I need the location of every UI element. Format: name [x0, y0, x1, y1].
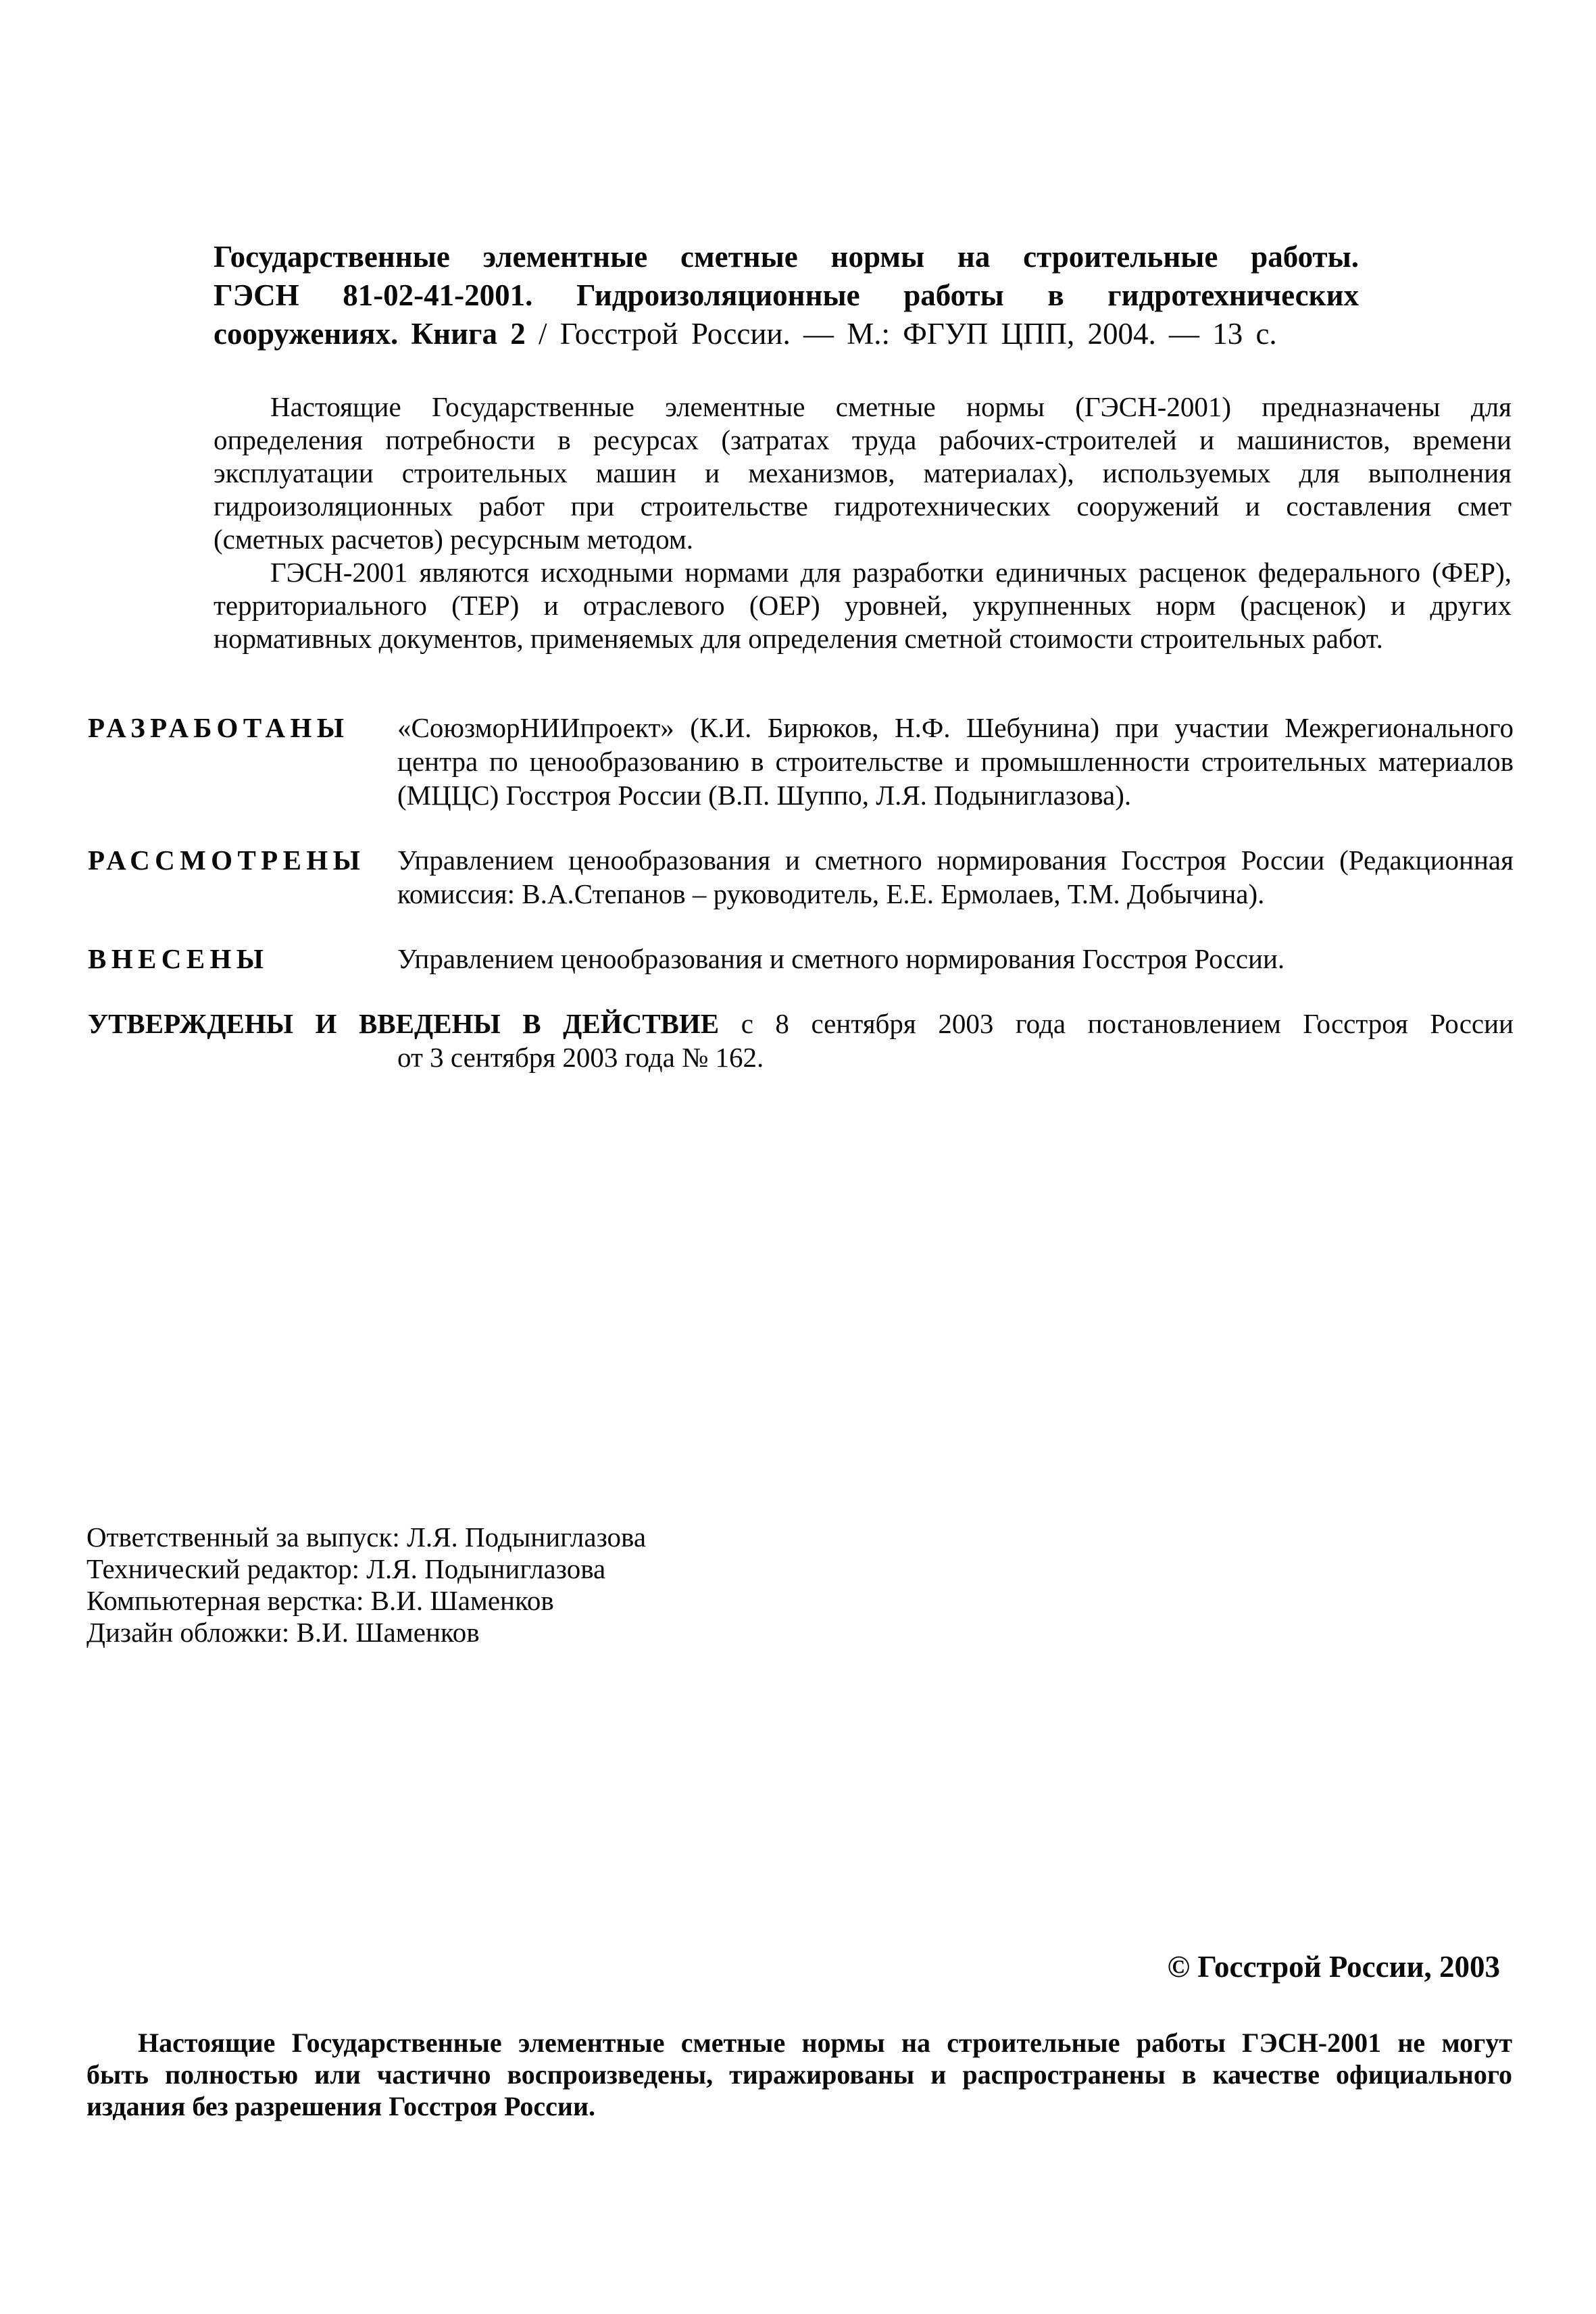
- section-reviewed: [88, 843, 1514, 911]
- section-label-submitted: ВНЕСЕНЫ: [88, 943, 269, 974]
- section-text-reviewed: [397, 843, 1514, 911]
- credit-line-cover-design: Дизайн обложки: В.И. Шаменков: [86, 1617, 480, 1648]
- section-line: Управлением ценообразования и сметного нормирования Госстроя России (Редакционная: [397, 845, 1514, 876]
- section-line: «СоюзморНИИпроект» (К.И. Бирюков, Н.Ф. Шебунина) при участии Межрегионального: [397, 712, 1514, 743]
- section-approved: [88, 1007, 1514, 1074]
- credit-line-responsible: Ответственный за выпуск: Л.Я. Подыниглазова: [86, 1521, 647, 1553]
- intro-p1-line: определения потребности в ресурсах (затратах труда рабочих-строителей и машинистов, времени: [214, 424, 1512, 455]
- metadata-sections: [88, 711, 1514, 1074]
- intro-paragraph-2: [214, 556, 1512, 655]
- intro-p2-line: территориального (ТЕР) и отраслевого (ОЕР) уровней, укрупненных норм (расценок) и других: [214, 590, 1512, 621]
- section-label-reviewed: РАССМОТРЕНЫ: [88, 845, 366, 876]
- intro-text: [214, 391, 1512, 655]
- copyright-notice: © Госстрой России, 2003: [1167, 1950, 1500, 1984]
- credits-block: [86, 1521, 646, 1649]
- section-label-developed: РАЗРАБОТАНЫ: [88, 712, 349, 743]
- intro-p2-line: нормативных документов, применяемых для определения сметной стоимости строительных работ.: [214, 623, 1383, 654]
- notice-line: Настоящие Государственные элементные сметные нормы на строительные работы ГЭСН-2001 не могут: [138, 2028, 1512, 2058]
- section-line: (МЦЦС) Госстроя России (В.П. Шуппо, Л.Я. Подыниглазова).: [397, 780, 1132, 811]
- title-line-3: [214, 315, 1359, 353]
- intro-paragraph-1: [214, 391, 1512, 556]
- section-text-developed: [397, 711, 1514, 812]
- section-line: центра по ценообразованию в строительстве и промышленности строительных материалов: [397, 746, 1514, 777]
- title-line-3-imprint: / Госстрой России. — М.: ФГУП ЦПП, 2004. — 13 с.: [525, 317, 1277, 351]
- title-line-3-bold: сооружениях. Книга 2: [214, 317, 526, 351]
- title-line-2: ГЭСН 81-02-41-2001. Гидроизоляционные работы в гидротехнических: [214, 278, 1359, 312]
- bibliographic-title: [214, 238, 1359, 353]
- credit-line-layout: Компьютерная верстка: В.И. Шаменков: [86, 1585, 554, 1616]
- intro-p2-line: ГЭСН-2001 являются исходными нормами для разработки единичных расценок федерального (ФЕР),: [270, 557, 1512, 588]
- section-developed: [88, 711, 1514, 812]
- title-line-1: Государственные элементные сметные нормы на строительные работы.: [214, 240, 1359, 274]
- approved-line-1: [88, 1007, 1514, 1040]
- section-text-submitted: [397, 942, 1514, 976]
- credit-line-technical-editor: Технический редактор: Л.Я. Подыниглазова: [86, 1553, 606, 1584]
- section-line: комиссия: В.А.Степанов – руководитель, Е.Е. Ермолаев, Т.М. Добычина).: [397, 878, 1265, 909]
- intro-p1-line: Настоящие Государственные элементные сметные нормы (ГЭСН-2001) предназначены для: [270, 391, 1512, 422]
- intro-p1-line: (сметных расчетов) ресурсным методом.: [214, 524, 694, 555]
- notice-line: издания без разрешения Госстроя России.: [86, 2091, 595, 2121]
- section-submitted: [88, 942, 1514, 976]
- approved-heading: УТВЕРЖДЕНЫ И ВВЕДЕНЫ В ДЕЙСТВИЕ: [88, 1008, 720, 1039]
- intro-p1-line: эксплуатации строительных машин и механизмов, материалах), используемых для выполнения: [214, 457, 1512, 488]
- reproduction-notice: [86, 2027, 1512, 2122]
- approved-line-2: от 3 сентября 2003 года № 162.: [397, 1042, 764, 1073]
- notice-line: быть полностью или частично воспроизведены, тиражированы и распространены в качестве официального: [86, 2059, 1512, 2090]
- intro-p1-line: гидроизоляционных работ при строительстве гидротехнических сооружений и составления смет: [214, 491, 1512, 522]
- section-line: Управлением ценообразования и сметного нормирования Госстроя России.: [397, 943, 1285, 974]
- approved-line-1-rest: с 8 сентября 2003 года постановлением Госстроя России: [719, 1008, 1514, 1039]
